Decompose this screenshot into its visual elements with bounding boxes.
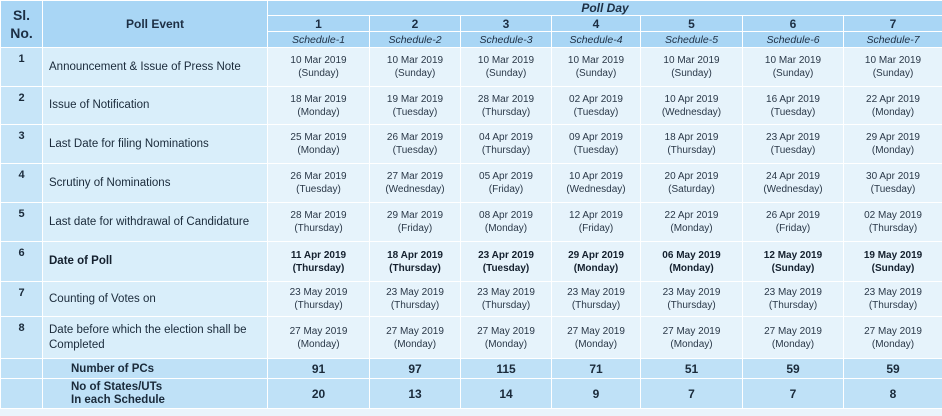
date-value: 23 May 2019 xyxy=(477,287,535,298)
poll-event-name: Date before which the election shall be Completed xyxy=(43,317,268,359)
date-cell xyxy=(552,125,641,164)
date-cell xyxy=(552,242,641,282)
date-value: 10 Mar 2019 xyxy=(477,55,535,66)
weekday-value: (Thursday) xyxy=(868,223,918,234)
weekday-value: (Tuesday) xyxy=(392,106,438,118)
table-row xyxy=(1,164,942,203)
date-value: 27 Mar 2019 xyxy=(386,171,444,182)
sl-number: 5 xyxy=(1,203,43,242)
poll-event-name: Last date for withdrawal of Candidature xyxy=(43,203,268,242)
date-cell xyxy=(552,203,641,242)
schedule-label: Schedule-3 xyxy=(461,32,552,48)
date-value: 27 May 2019 xyxy=(477,325,535,337)
poll-event-name: Issue of Notification xyxy=(43,87,268,125)
weekday-value: (Tuesday) xyxy=(770,106,816,118)
weekday-value: (Tuesday) xyxy=(392,145,438,156)
date-value: 24 Apr 2019 xyxy=(766,171,820,182)
states-count: 20 xyxy=(268,379,370,409)
states-sl-cell xyxy=(1,379,43,409)
date-value: 27 May 2019 xyxy=(662,325,721,337)
date-cell xyxy=(461,87,552,125)
date-value: 10 Mar 2019 xyxy=(663,55,720,66)
date-cell xyxy=(743,242,844,282)
date-value: 10 Mar 2019 xyxy=(386,55,444,66)
date-cell xyxy=(743,125,844,164)
date-cell xyxy=(268,282,370,317)
date-cell xyxy=(268,317,370,359)
sl-number: 3 xyxy=(1,125,43,164)
date-cell xyxy=(461,282,552,317)
weekday-value: (Thursday) xyxy=(390,300,440,311)
weekday-value: (Monday) xyxy=(871,338,915,350)
date-value: 16 Apr 2019 xyxy=(766,93,820,105)
pcs-count: 115 xyxy=(461,359,552,379)
date-cell xyxy=(461,317,552,359)
date-cell xyxy=(844,48,942,87)
weekday-value: (Thursday) xyxy=(481,106,531,118)
sl-number: 6 xyxy=(1,242,43,282)
weekday-value: (Sunday) xyxy=(394,68,436,79)
date-cell xyxy=(370,242,461,282)
poll-event-name: Last Date for filing Nominations xyxy=(43,125,268,164)
weekday-value: (Sunday) xyxy=(298,68,339,79)
date-value: 29 Mar 2019 xyxy=(386,210,444,221)
weekday-value: (Saturday) xyxy=(668,184,715,195)
poll-day-number: 7 xyxy=(844,16,942,32)
weekday-value: (Sunday) xyxy=(872,68,914,79)
date-cell xyxy=(641,282,743,317)
weekday-value: (Monday) xyxy=(297,145,340,156)
date-cell xyxy=(743,87,844,125)
date-cell xyxy=(370,48,461,87)
pcs-count: 97 xyxy=(370,359,461,379)
date-value: 23 May 2019 xyxy=(764,287,822,298)
date-value: 27 May 2019 xyxy=(864,325,922,337)
date-value: 06 May 2019 xyxy=(662,249,721,261)
date-cell xyxy=(844,317,942,359)
date-value: 10 Mar 2019 xyxy=(764,55,822,66)
weekday-value: (Wednesday) xyxy=(566,184,626,195)
weekday-value: (Thursday) xyxy=(571,300,621,311)
poll-day-number: 6 xyxy=(743,16,844,32)
date-cell xyxy=(552,164,641,203)
pcs-count: 71 xyxy=(552,359,641,379)
date-cell xyxy=(743,48,844,87)
date-cell xyxy=(844,125,942,164)
weekday-value: (Monday) xyxy=(393,338,437,350)
weekday-value: (Monday) xyxy=(297,106,340,118)
poll-event-name: Counting of Votes on xyxy=(43,282,268,317)
weekday-value: (Tuesday) xyxy=(770,145,816,156)
weekday-value: (Monday) xyxy=(574,338,618,350)
date-value: 26 Mar 2019 xyxy=(290,171,347,182)
weekday-value: (Friday) xyxy=(578,223,614,234)
poll-event-name: Date of Poll xyxy=(43,242,268,282)
pcs-count: 59 xyxy=(844,359,942,379)
date-value: 27 May 2019 xyxy=(567,325,625,337)
date-cell xyxy=(844,282,942,317)
weekday-value: (Sunday) xyxy=(772,68,814,79)
date-value: 23 May 2019 xyxy=(567,287,625,298)
date-cell xyxy=(461,203,552,242)
date-cell xyxy=(552,48,641,87)
weekday-value: (Monday) xyxy=(871,106,915,118)
date-cell xyxy=(370,317,461,359)
date-value: 23 May 2019 xyxy=(864,287,922,298)
poll-day-number: 3 xyxy=(461,16,552,32)
date-cell xyxy=(641,125,743,164)
table-row xyxy=(1,282,942,317)
date-cell xyxy=(370,125,461,164)
weekday-value: (Sunday) xyxy=(871,262,915,274)
weekday-value: (Thursday) xyxy=(481,300,531,311)
schedule-label: Schedule-7 xyxy=(844,32,942,48)
date-value: 23 Apr 2019 xyxy=(478,249,534,261)
date-value: 26 Mar 2019 xyxy=(386,132,444,143)
date-value: 12 Apr 2019 xyxy=(569,210,623,221)
date-value: 19 Mar 2019 xyxy=(386,93,444,105)
schedule-label: Schedule-6 xyxy=(743,32,844,48)
poll-event-name: Announcement & Issue of Press Note xyxy=(43,48,268,87)
date-cell xyxy=(844,203,942,242)
weekday-value: (Monday) xyxy=(670,223,713,234)
date-cell xyxy=(461,125,552,164)
date-value: 30 Apr 2019 xyxy=(866,171,920,182)
weekday-value: (Tuesday) xyxy=(482,262,530,274)
date-cell xyxy=(552,282,641,317)
date-value: 02 Apr 2019 xyxy=(569,93,623,105)
date-value: 10 Mar 2019 xyxy=(864,55,922,66)
date-value: 19 May 2019 xyxy=(863,249,923,261)
date-cell xyxy=(844,164,942,203)
weekday-value: (Sunday) xyxy=(485,68,527,79)
date-cell xyxy=(552,317,641,359)
weekday-value: (Thursday) xyxy=(868,300,918,311)
states-count: 9 xyxy=(552,379,641,409)
weekday-value: (Friday) xyxy=(775,223,811,234)
date-cell xyxy=(641,317,743,359)
schedule-label: Schedule-2 xyxy=(370,32,461,48)
date-value: 27 May 2019 xyxy=(289,325,348,337)
poll-day-header: Poll Day xyxy=(268,1,942,16)
states-count: 13 xyxy=(370,379,461,409)
poll-day-number: 5 xyxy=(641,16,743,32)
date-cell xyxy=(268,48,370,87)
weekday-value: (Tuesday) xyxy=(296,184,341,195)
date-cell xyxy=(844,87,942,125)
date-value: 10 Apr 2019 xyxy=(664,93,719,105)
schedule-label: Schedule-4 xyxy=(552,32,641,48)
date-value: 22 Apr 2019 xyxy=(866,93,920,105)
date-value: 28 Mar 2019 xyxy=(477,93,535,105)
weekday-value: (Thursday) xyxy=(481,145,531,156)
number-of-pcs-label: Number of PCs xyxy=(43,359,268,379)
sl-number: 7 xyxy=(1,282,43,317)
date-value: 27 May 2019 xyxy=(386,325,444,337)
date-value: 28 Mar 2019 xyxy=(290,210,347,221)
date-cell xyxy=(268,242,370,282)
date-cell xyxy=(641,203,743,242)
states-count: 14 xyxy=(461,379,552,409)
date-cell xyxy=(268,203,370,242)
table-row xyxy=(1,242,942,282)
weekday-value: (Monday) xyxy=(670,338,713,350)
pcs-count: 51 xyxy=(641,359,743,379)
weekday-value: (Friday) xyxy=(397,223,433,234)
date-cell xyxy=(641,87,743,125)
weekday-value: (Wednesday) xyxy=(661,106,722,118)
pcs-count: 91 xyxy=(268,359,370,379)
date-value: 20 Apr 2019 xyxy=(664,171,719,182)
date-cell xyxy=(461,48,552,87)
date-cell xyxy=(743,164,844,203)
date-value: 29 Apr 2019 xyxy=(568,249,624,261)
date-cell xyxy=(641,164,743,203)
date-cell xyxy=(268,125,370,164)
date-cell xyxy=(370,282,461,317)
date-value: 27 May 2019 xyxy=(764,325,822,337)
weekday-value: (Monday) xyxy=(573,262,619,274)
date-cell xyxy=(641,242,743,282)
poll-day-number: 1 xyxy=(268,16,370,32)
weekday-value: (Thursday) xyxy=(294,223,343,234)
date-cell xyxy=(268,87,370,125)
date-value: 23 May 2019 xyxy=(386,287,444,298)
date-value: 25 Mar 2019 xyxy=(290,132,347,143)
date-value: 26 Apr 2019 xyxy=(766,210,820,221)
weekday-value: (Wednesday) xyxy=(385,184,445,195)
date-value: 23 May 2019 xyxy=(662,287,721,298)
weekday-value: (Monday) xyxy=(484,223,528,234)
pcs-sl-cell xyxy=(1,359,43,379)
date-value: 11 Apr 2019 xyxy=(290,249,347,261)
weekday-value: (Monday) xyxy=(669,262,714,274)
poll-event-name: Scrutiny of Nominations xyxy=(43,164,268,203)
sl-number: 2 xyxy=(1,87,43,125)
weekday-value: (Sunday) xyxy=(575,68,617,79)
weekday-value: (Thursday) xyxy=(292,262,345,274)
sl-number: 8 xyxy=(1,317,43,359)
weekday-value: (Monday) xyxy=(871,145,915,156)
weekday-value: (Thursday) xyxy=(667,145,716,156)
date-cell xyxy=(370,203,461,242)
date-cell xyxy=(268,164,370,203)
poll-day-number: 4 xyxy=(552,16,641,32)
poll-day-number: 2 xyxy=(370,16,461,32)
date-value: 09 Apr 2019 xyxy=(569,132,623,143)
weekday-value: (Tuesday) xyxy=(573,145,619,156)
date-value: 04 Apr 2019 xyxy=(479,132,533,143)
date-value: 05 Apr 2019 xyxy=(479,171,533,182)
states-count: 7 xyxy=(641,379,743,409)
weekday-value: (Thursday) xyxy=(294,300,343,311)
date-cell xyxy=(461,242,552,282)
table-row xyxy=(1,203,942,242)
date-value: 08 Apr 2019 xyxy=(479,210,533,221)
date-cell xyxy=(743,317,844,359)
schedule-label: Schedule-1 xyxy=(268,32,370,48)
date-cell xyxy=(641,48,743,87)
schedule-label: Schedule-5 xyxy=(641,32,743,48)
poll-event-header: Poll Event xyxy=(43,1,268,48)
date-cell xyxy=(844,242,942,282)
date-value: 18 Apr 2019 xyxy=(387,249,443,261)
weekday-value: (Wednesday) xyxy=(763,184,823,195)
table-row xyxy=(1,48,942,87)
weekday-value: (Monday) xyxy=(297,338,340,350)
date-value: 23 Apr 2019 xyxy=(766,132,820,143)
table-row xyxy=(1,87,942,125)
date-value: 12 May 2019 xyxy=(763,249,823,261)
weekday-value: (Thursday) xyxy=(768,300,818,311)
table-row xyxy=(1,125,942,164)
date-value: 10 Apr 2019 xyxy=(569,171,623,182)
pcs-count: 59 xyxy=(743,359,844,379)
weekday-value: (Tuesday) xyxy=(870,184,916,195)
states-count: 8 xyxy=(844,379,942,409)
date-cell xyxy=(743,282,844,317)
date-value: 10 Mar 2019 xyxy=(567,55,625,66)
weekday-value: (Friday) xyxy=(488,184,524,195)
weekday-value: (Tuesday) xyxy=(573,106,619,118)
table-row xyxy=(1,317,942,359)
weekday-value: (Sunday) xyxy=(671,68,712,79)
date-value: 18 Mar 2019 xyxy=(290,93,347,105)
date-value: 22 Apr 2019 xyxy=(664,210,719,221)
sl-number: 4 xyxy=(1,164,43,203)
date-value: 29 Apr 2019 xyxy=(866,132,920,143)
weekday-value: (Thursday) xyxy=(389,262,441,274)
date-value: 18 Apr 2019 xyxy=(664,132,719,143)
date-cell xyxy=(461,164,552,203)
date-value: 02 May 2019 xyxy=(864,210,922,221)
date-cell xyxy=(370,87,461,125)
date-cell xyxy=(552,87,641,125)
sl-no-header: Sl. No. xyxy=(1,1,43,48)
date-value: 23 May 2019 xyxy=(289,287,348,298)
states-uts-label: No of States/UTs In each Schedule xyxy=(43,379,268,409)
weekday-value: (Monday) xyxy=(771,338,815,350)
date-value: 10 Mar 2019 xyxy=(290,55,347,66)
date-cell xyxy=(370,164,461,203)
weekday-value: (Thursday) xyxy=(667,300,716,311)
date-cell xyxy=(743,203,844,242)
sl-number: 1 xyxy=(1,48,43,87)
states-count: 7 xyxy=(743,379,844,409)
weekday-value: (Monday) xyxy=(484,338,528,350)
weekday-value: (Sunday) xyxy=(771,262,815,274)
